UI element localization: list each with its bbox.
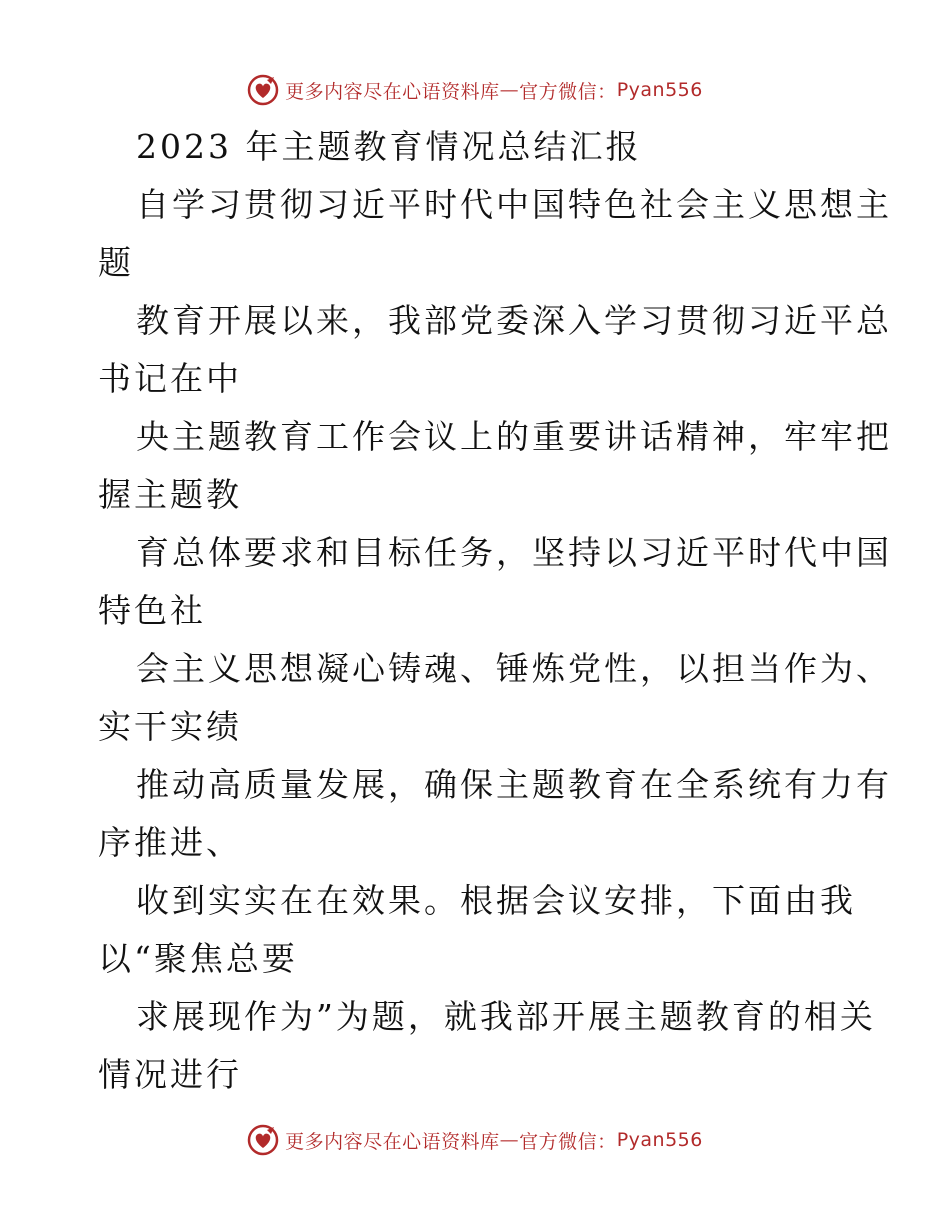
banner-text-id: Pyan556 [616,1129,703,1151]
header-banner[interactable] [0,70,950,110]
banner-text-wechat: 官方微信： [519,1130,617,1153]
heart-pen-icon [247,1124,279,1156]
banner-separator: — [499,1129,520,1151]
banner-separator: — [499,79,520,101]
document-body [98,118,892,1104]
text-line: 情况进行 [98,1055,242,1094]
footer-banner[interactable] [0,1120,950,1160]
text-line: 书记在中 [98,359,242,398]
banner-text-main: 更多内容尽在心语资料库 [285,80,500,103]
text-line: 央主题教育工作会议上的重要讲话精神，牢牢把 [136,417,892,456]
text-line: 会主义思想凝心铸魂、锤炼党性，以担当作为、 [136,649,892,688]
text-line: 收到实实在在效果。根据会议安排，下面由我 [136,881,856,920]
text-line: 自学习贯彻习近平时代中国特色社会主义思想主 [136,185,892,224]
text-line: 特色社 [98,591,206,630]
text-line: 育总体要求和目标任务，坚持以习近平时代中国 [136,533,892,572]
document-title: 2023 年主题教育情况总结汇报 [136,127,642,166]
heart-pen-icon [247,74,279,106]
banner-text-main: 更多内容尽在心语资料库 [285,1130,500,1153]
text-line: 序推进、 [98,823,242,862]
banner-text-wechat: 官方微信： [519,80,617,103]
text-line: 教育开展以来，我部党委深入学习贯彻习近平总 [136,301,892,340]
text-line: 题 [98,243,134,282]
banner-text-id: Pyan556 [616,79,703,101]
text-line: 实干实绩 [98,707,242,746]
text-line: 求展现作为”为题，就我部开展主题教育的相关 [136,997,876,1036]
text-line: 握主题教 [98,475,242,514]
text-line: 以“聚焦总要 [98,939,298,978]
text-line: 推动高质量发展，确保主题教育在全系统有力有 [136,765,892,804]
